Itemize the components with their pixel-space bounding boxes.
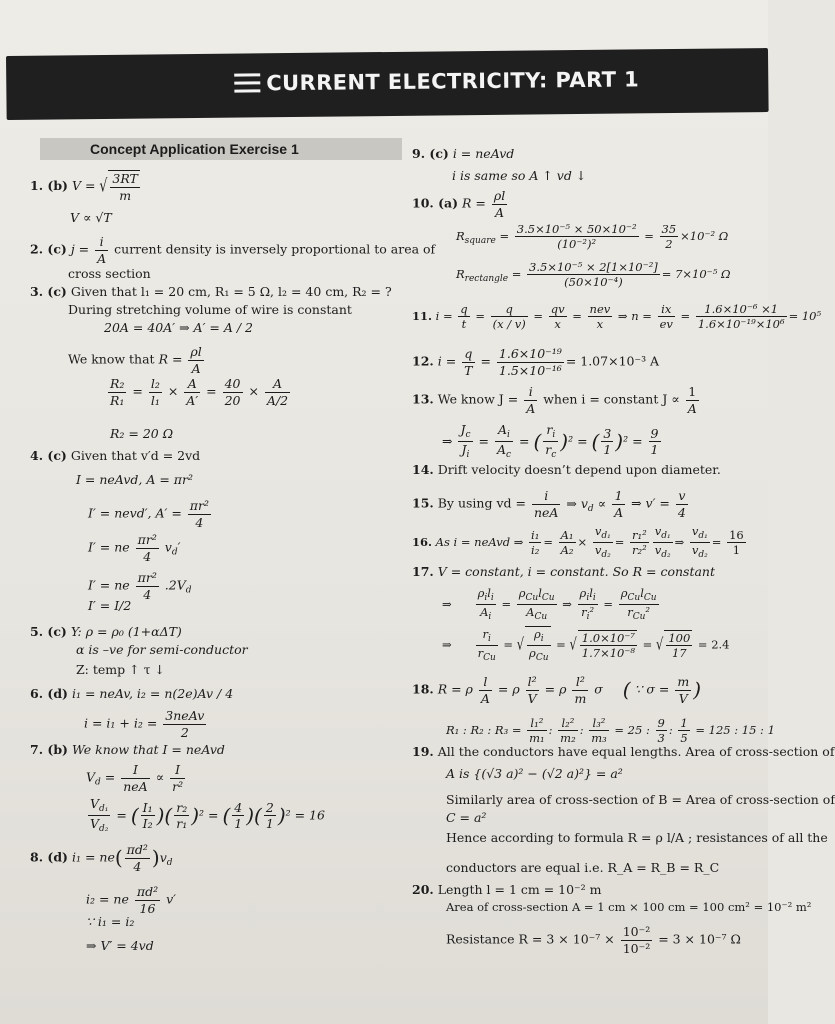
answer-10: 10. (a) R = $\frac{\rho l}{A}$ [412,188,506,220]
answer-12: 12. i = $\frac{q}{T}$ = $\frac{\text{1.6×10⁻¹⁹}}{\text{1.5×10⁻¹⁶}}$ = 1.07×10⁻³ A [412,346,660,378]
answer-8: 8. (d) i₁ = ne( $\frac{\text{πd²}}{4}$ )$v_d$ [30,842,173,874]
answer-label: 1. (b) [30,178,68,194]
answer-7-line: $\frac{V_{d_1}}{V_{d_2}}$ = ( $\frac{\text{I₁}}{\text{I₂}}$ )( $\frac{\text{r₂}}{\text{r₁}}$ )² = ( $\frac{4}{1}$ )( $\frac{2}{1}$ )² = 16 [90,796,325,835]
answer-label: 3. (c) [30,284,67,299]
chapter-title [234,67,639,95]
answer-9-line: i is same so A ↑ vd ↓ [452,168,587,183]
answer-20-line: Resistance R = 3 × 10⁻⁷ × $\frac{\text{10⁻²}}{\text{10⁻²}}$ = 3 × 10⁻⁷ Ω [446,924,741,956]
answer-6-l2: i = i₁ + i₂ = [84,715,158,731]
answer-3-line: 20A = 40A′ ⇒ A′ = A / 2 [104,320,253,335]
answer-18-ratio: R₁ : R₂ : R₃ = $\frac{\text{l₁²}}{\text{m₁}}$ : $\frac{\text{l₂²}}{\text{m₂}}$ : $\frac{\text{l₃²}}{\text{m₃}}$ = 25 : $\frac{9}{3}$ : $\frac{1}{5}$ = 125 : 15 : 1 [446,716,775,746]
answer-5-line: Z: temp ↑ τ ↓ [76,662,165,677]
answer-3 [30,284,392,300]
answer-19-line: All the conductors have equal lengths. Area of cross-section of [437,744,835,759]
answer-2-text: current density is inversely proportional to area of [114,241,436,257]
answer-4-given: Given that v′d = 2vd [70,448,201,463]
answer-17-eq2: ⇒ $\frac{r_i}{r_{Cu}}$ = √ $\frac{\rho_i}{\rho_{Cu}}$ = √ $\frac{\text{1.0×10⁻⁷}}{\text{1.7×10⁻⁸}}$ = √ $\frac{100}{17}$ = 2.4 [442,626,730,664]
answer-8-line: ⇒ V′ = 4vd [86,938,154,953]
menu-lines-icon [234,73,260,95]
answer-label: 17. [412,564,434,579]
answer-15: 15. By using vd = $\frac{i}{\text{neA}}$ ⇒ $v_d$ ∝ $\frac{1}{A}$ ⇒ v′ = $\frac{v}{4}$ [412,488,686,520]
answer-label: 14. [412,462,434,477]
answer-17-result: = 2.4 [697,637,730,652]
answer-19-line: C = a² [446,810,487,825]
answer-5-line: α is –ve for semi-conductor [76,642,248,657]
section-heading-bar [40,138,402,160]
answer-1-line: V ∝ √T [70,210,112,225]
answer-16: 16. As i = neAvd ⇒ $\frac{\text{i₁}}{\text{i₂}}$ = $\frac{\text{A₁}}{\text{A₂}}$ × $\frac{v_{d_1}}{v_{d_2}}$ = $\frac{\text{r₁²}}{\text{r₂²}}$ $\frac{v_{d_1}}{v_{d_2}}$ ⇒ $\frac{v_{d_1}}{v_{d_2}}$ = $\frac{16}{1}$ [412,524,744,561]
answer-15-text: By using vd = [437,495,526,511]
answer-7-line: $V_d$ = $\frac{I}{\text{neA}}$ ∝ $\frac{I}{\text{r²}}$ [86,762,184,794]
answer-5-line: Y: ρ = ρ₀ (1+αΔT) [70,624,182,639]
answer-4-line: I = neAvd, A = πr² [76,472,193,487]
answer-label: 2. (c) [30,241,67,257]
answer-3-line: During stretching volume of wire is constant [68,302,352,317]
section-heading: Concept Application Exercise 1 [90,141,299,157]
answer-8-line: i₂ = ne $\frac{\text{πd²}}{16}$ v′ [86,884,176,916]
chapter-title-text: CURRENT ELECTRICITY: PART 1 [266,67,640,96]
answer-17-eq1: ⇒ $\frac{\rho_il_i}{A_i}$ = $\frac{\rho_{Cu}l_{Cu}}{A_{Cu}}$ ⇒ $\frac{\rho_il_i}{r_i^2}$ = $\frac{\rho_{Cu}l_{Cu}}{r_{Cu}^2}$ [442,586,657,623]
answer-19-line: Similarly area of cross-section of B = Area of cross-section of [446,792,835,807]
answer-3-know: We know that R = $\frac{\rho l}{A}$ [68,344,202,376]
answer-label: 12. [412,353,434,369]
answer-10-val2: = 7×10⁻⁵ Ω [661,266,731,281]
answer-7 [30,742,225,758]
answer-13-mid: when i = constant J ∝ [543,391,680,407]
answer-14 [412,462,721,478]
answer-2-cont: cross section [68,266,151,281]
answer-4-line: I′ = nevd′, A′ = $\frac{\text{πr²}}{4}$ [88,498,209,530]
answer-12-result: = 1.07×10⁻³ A [565,353,660,369]
answer-label: 18. [412,681,434,697]
answer-label: 8. (d) [30,849,68,865]
answer-13-eq: ⇒ $\frac{J_c}{J_i}$ = $\frac{A_i}{A_c}$ = ( $\frac{r_i}{r_c}$ )² = ( $\frac{3}{1}$ )² = $\frac{9}{1}$ [442,422,659,461]
answer-19-line: A is {(√3 a)² − (√2 a)²} = a² [446,766,623,781]
answer-5 [30,624,182,640]
answer-7-result: = 16 [294,807,325,823]
answer-1: 1. (b) V = √ $\frac{3RT}{m}$ [30,171,138,203]
answer-label: 6. (d) [30,686,68,701]
answer-label: 20. [412,882,434,897]
answer-label: 13. [412,391,434,407]
answer-4 [30,448,200,464]
answer-3-know-text: We know that [68,351,155,367]
answer-20 [412,882,602,898]
answer-6-line: i₁ = neAv, i₂ = n(2e)Av / 4 [71,686,234,701]
answer-17-text: V = constant, i = constant. So R = constant [437,564,716,579]
answer-8-line: ∵ i₁ = i₂ [86,914,135,929]
answer-18: 18. R = ρ $\frac{l}{A}$ = ρ $\frac{\text{l²}}{V}$ = ρ $\frac{\text{l²}}{m}$ σ ( ∵ σ = $\frac{m}{V}$ ) [412,674,702,706]
answer-label: 5. (c) [30,624,67,639]
answer-20-line: Area of cross-section A = 1 cm × 100 cm = 100 cm² = 10⁻² m² [446,900,812,914]
answer-4-line: I′ = ne $\frac{\text{πr²}}{4}$ $.2V_d$ [88,570,192,602]
answer-9-line: i = neAvd [452,146,515,161]
answer-label: 4. (c) [30,448,67,463]
answer-3-given: Given that l₁ = 20 cm, R₁ = 5 Ω, l₂ = 40 cm, R₂ = ? [70,284,392,299]
answer-10-square: $R_{square}$ = $\frac{\text{3.5×10⁻⁵ × 50×10⁻²}}{\text{(10⁻²)²}}$ = $\frac{35}{2}$ ×10⁻² Ω [456,222,729,252]
answer-label: 11. [412,308,433,323]
answer-18-result: = 125 : 15 : 1 [695,722,775,737]
answer-18-ratio-text: R₁ : R₂ : R₃ = [446,722,522,737]
chapter-banner [6,48,769,120]
answer-19 [412,744,834,760]
answer-3-result: R₂ = 20 Ω [110,426,174,441]
answer-6-line: i = i₁ + i₂ = $\frac{\text{3neAv}}{2}$ [84,708,205,740]
answer-20-line: Length l = 1 cm = 10⁻² m [437,882,602,897]
answer-4-line: I′ = ne $\frac{\text{πr²}}{4}$ $v_d'$ [88,532,181,564]
answer-9 [412,146,514,162]
answer-label: 9. (c) [412,146,449,161]
answer-label: 7. (b) [30,742,68,757]
answer-label: 10. (a) [412,195,459,211]
answer-17 [412,564,715,580]
answer-13-text: We know J = [437,391,519,407]
answer-13: 13. We know J = $\frac{i}{A}$ when i = constant J ∝ $\frac{1}{A}$ [412,384,697,416]
answer-10-rect: $R_{rectangle}$ = $\frac{\text{3.5×10⁻⁵ × 2[1×10⁻²]}}{\text{(50×10⁻⁴)}}$ = 7×10⁻⁵ Ω [456,260,731,290]
answer-label: 15. [412,495,434,511]
answer-label: 19. [412,744,434,759]
answer-10-val1: ×10⁻² Ω [680,228,729,243]
answer-14-text: Drift velocity doesn’t depend upon diameter. [437,462,721,477]
answer-20-l3b: = 3 × 10⁻⁷ Ω [658,931,741,947]
answer-7-line: We know that I = neAvd [71,742,225,757]
answer-20-l3: Resistance R = 3 × 10⁻⁷ × [446,931,615,947]
answer-4-l2: I′ = nevd′, A′ = [88,505,182,521]
answer-19-line: Hence according to formula R = ρ l/A ; resistances of all the [446,830,828,845]
answer-19-line: conductors are equal i.e. R_A = R_B = R_C [446,860,720,875]
answer-4-line: I′ = I/2 [88,598,132,613]
answer-6 [30,686,233,702]
answer-16-text: As i = neAvd ⇒ [435,534,524,549]
answer-11: 11. i = $\frac{q}{t}$ = $\frac{q}{(x / v)}$ = $\frac{qv}{x}$ = $\frac{\text{nev}}{x}$ ⇒ n = $\frac{ix}{ev}$ = $\frac{\text{1.6×10⁻⁶ ×1}}{\text{1.6×10⁻¹⁹×10⁶}}$ = 10⁵ [412,302,822,332]
answer-2: 2. (c) j = $\frac{i}{A}$ current density is inversely proportional to area of [30,234,436,266]
answer-11-tail: = 10⁵ [788,308,822,323]
answer-label: 16. [412,534,433,549]
answer-3-ratio: $\frac{\text{R₂}}{\text{R₁}}$ = $\frac{\text{l₂}}{\text{l₁}}$ × $\frac{A}{A'}$ = $\frac{40}{20}$ × $\frac{A}{A/2}$ [110,376,289,408]
